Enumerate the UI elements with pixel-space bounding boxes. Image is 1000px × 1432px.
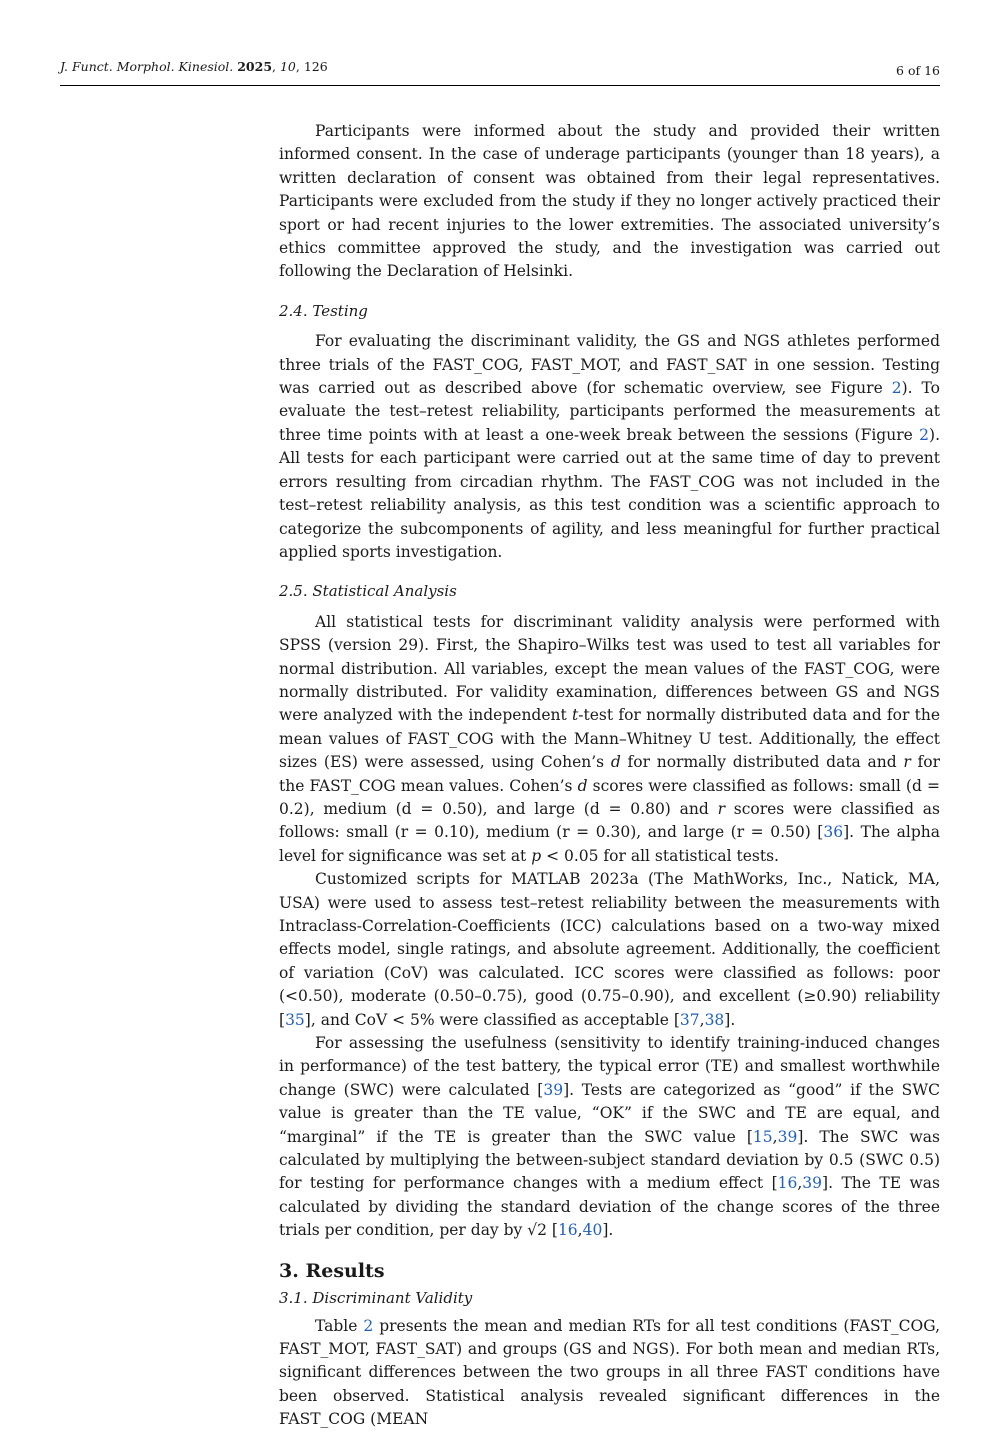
figure-link[interactable]: 2 [891,379,902,398]
consent-paragraph: Participants were informed about the study and provided their written informed consent. In the case of underage participants (younger than 18 years), a written declaration of consent was obtained from their legal representatives. Participants were excluded from the study if they no longer actively practiced their sport or had recent injuries to the lower extremities. The associated university’s ethics committee approved the study, and the investigation was carried out following the Declaration of Helsinki. [279,122,940,281]
citation-link[interactable]: 40 [582,1221,603,1240]
journal-year: 2025 [237,59,273,74]
citation-link[interactable]: 36 [823,823,844,842]
journal-citation: J. Funct. Morphol. Kinesiol. 2025, 10, 126 [60,59,328,74]
section-heading-results: 3. Results [279,1259,385,1282]
article-number: 126 [303,59,328,74]
stats-paragraph-1: All statistical tests for discriminant validity analysis were performed with SPSS (version 29). First, the Shapiro–Wilks test was used to test all variables for normal distribution. All variables, except the mean values of the FAST_COG, were normally distributed. For validity examination, differences between GS and NGS were analyzed with the independent t-test for normally distributed data and for the mean values of FAST_COG with the Mann–Whitney U test. Additionally, the effect sizes (ES) were assessed, using Cohen’s d for normally distributed data and r for the FAST_COG mean values. Cohen’s d scores were classified as follows: small (d = 0.2), medium (d = 0.50), and large (d = 0.80) and r scores were classified as follows: small (r = 0.10), medium (r = 0.30), and large (r = 0.50) [36]. The alpha level for significance was set at p < 0.05 for all statistical tests. [279,612,941,865]
citation-link[interactable]: 16 [777,1174,798,1193]
citation-link[interactable]: 16 [557,1221,578,1240]
citation-link[interactable]: 35 [285,1010,305,1029]
citation-link[interactable]: 37 [679,1010,700,1029]
stats-paragraph-2: Customized scripts for MATLAB 2023a (The MathWorks, Inc., Natick, MA, USA) were used to assess test–retest reliability between the measurements with Intraclass-Correlation-Coefficients (ICC) calculations based on a two-way mixed effects model, single ratings, and absolute agreement. Additionally, the coefficient of variation (CoV) was calculated. ICC scores were classified as follows: poor (<0.50), moderate (0.50–0.75), good (0.75–0.90), and excellent (≥0.90) reliability [35], and CoV < 5% were classified as acceptable [37,38]. [279,870,940,1029]
section-heading-statistical-analysis: 2.5. Statistical Analysis [279,582,457,601]
running-header [60,57,940,86]
citation-link[interactable]: 39 [777,1127,798,1146]
journal-name: J. Funct. Morphol. Kinesiol. [60,59,234,74]
table-link[interactable]: 2 [363,1316,374,1335]
figure-link[interactable]: 2 [919,425,930,444]
section-heading-testing: 2.4. Testing [279,301,368,320]
testing-paragraph: For evaluating the discriminant validity, the GS and NGS athletes performed three trials of the FAST_COG, FAST_MOT, and FAST_SAT in one session. Testing was carried out as described above (for schematic overview, see Figure 2). To evaluate the test–retest reliability, participants performed the measurements at three time points with at least a one-week break between the sessions (Figure 2). All tests for each participant were carried out at the same time of day to prevent errors resulting from circadian rhythm. The FAST_COG was not included in the test–retest reliability analysis, as this test condition was a scientific approach to categorize the subcomponents of agility, and less meaningful for further practical applied sports investigation. [279,332,941,561]
article-body [279,120,940,1432]
citation-link[interactable]: 39 [802,1174,823,1193]
citation-link[interactable]: 39 [543,1080,564,1099]
journal-volume: 10 [279,59,296,74]
citation-link[interactable]: 15 [752,1127,773,1146]
citation-link[interactable]: 38 [704,1010,725,1029]
page-number: 6 of 16 [896,63,940,78]
stats-paragraph-3: For assessing the usefulness (sensitivity to identify training-induced changes in performance) of the test battery, the typical error (TE) and smallest worthwhile change (SWC) were calculated [39]. Tests are categorized as “good” if the SWC value is greater than the TE value, “OK” if the SWC and TE are equal, and “marginal” if the TE is greater than the SWC value [15,39]. The SWC was calculated by multiplying the between-subject standard deviation by 0.5 (SWC 0.5) for testing for performance changes with a medium effect [16,39]. The TE was calculated by dividing the standard deviation of the change scores of the three trials per condition, per day by √2 [16,40]. [279,1034,941,1240]
results-paragraph: Table 2 presents the mean and median RTs for all test conditions (FAST_COG, FAST_MOT, FAST_SAT) and groups (GS and NGS). For both mean and median RTs, significant differences between the two groups in all three FAST conditions have been observed. Statistical analysis revealed significant differences in the FAST_COG (MEAN [279,1316,940,1429]
section-heading-discriminant-validity: 3.1. Discriminant Validity [279,1289,473,1308]
